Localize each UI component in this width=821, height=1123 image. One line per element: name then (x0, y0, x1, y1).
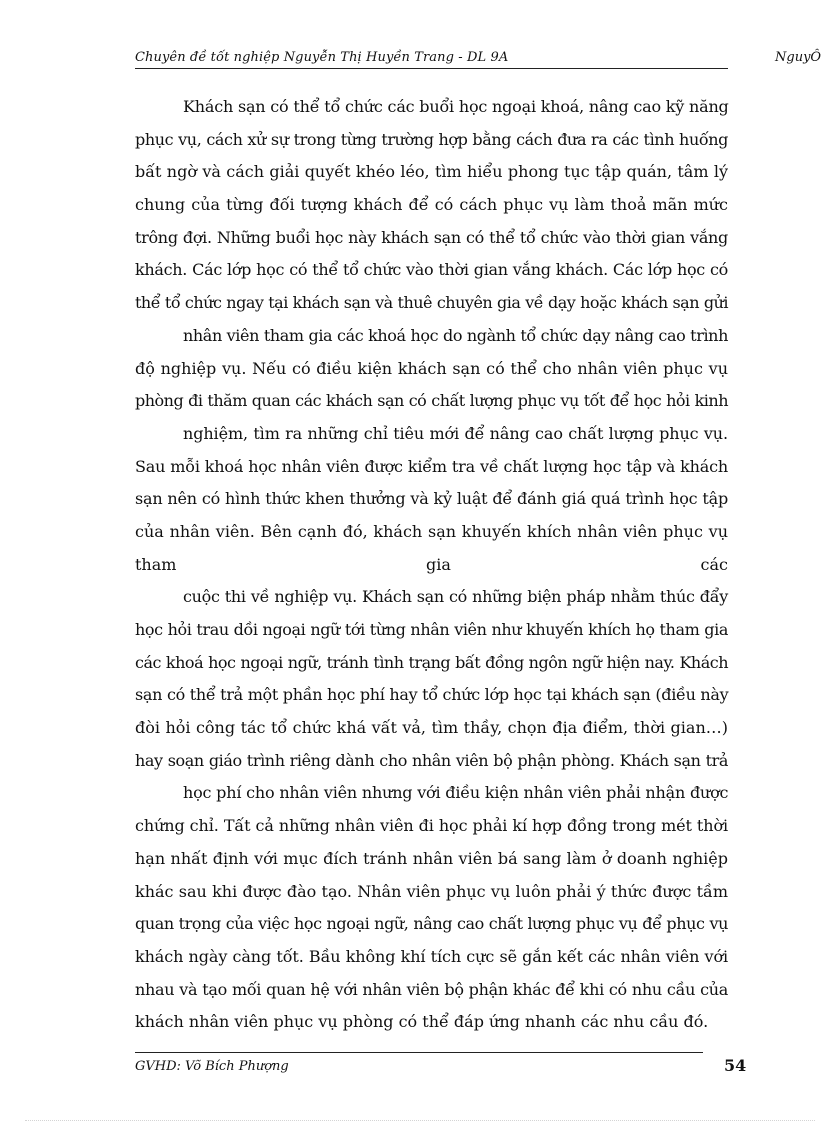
text-line: tham gia các (135, 554, 728, 574)
text-line: trông đợi. Những buổi học này khách sạn có thể tổ chức vào thời gian vắng (135, 227, 728, 247)
text-line: bất ngờ và cách giải quyết khéo léo, tìm hiểu phong tục tập quán, tâm lý (135, 162, 728, 182)
running-header-title: Chuyên đề tốt nghiệp Nguyễn Thị Huyền Trang - DL 9A (135, 50, 509, 65)
body-text (135, 91, 728, 1039)
text-line: chứng chỉ. Tất cả những nhân viên đi học phải kí hợp đồng trong mét thời (135, 816, 728, 836)
text-line: học hỏi trau dồi ngoại ngữ tới từng nhân viên như khuyến khích họ tham gia (135, 620, 728, 639)
running-header-right-fragment: NguyÔ (775, 50, 821, 65)
text-line: phục vụ, cách xử sự trong từng trường hợp bằng cách đưa ra các tình huống (135, 129, 728, 149)
text-line: đòi hỏi công tác tổ chức khá vất vả, tìm thầy, chọn địa điểm, thời gian…) (135, 718, 728, 738)
text-line: hay soạn giáo trình riêng dành cho nhân viên bộ phận phòng. Khách sạn trả (135, 750, 728, 770)
text-line: quan trọng của việc học ngoại ngữ, nâng cao chất lượng phục vụ để phục vụ (135, 914, 728, 934)
text-line: học phí cho nhân viên nhưng với điều kiện nhân viên phải nhận được (183, 783, 729, 803)
text-line: khách. Các lớp học có thể tổ chức vào thời gian vắng khách. Các lớp học có (135, 260, 728, 280)
page-edge-divider (25, 1120, 815, 1121)
text-line: Khách sạn có thể tổ chức các buổi học ngoại khoá, nâng cao kỹ năng (183, 97, 729, 116)
text-line: sạn nên có hình thức khen thưởng và kỷ luật để đánh giá quá trình học tập (135, 489, 728, 509)
text-line: sạn có thể trả một phần học phí hay tổ chức lớp học tại khách sạn (điều này (135, 685, 729, 705)
text-line: khách ngày càng tốt. Bầu không khí tích cực sẽ gắn kết các nhân viên với (135, 946, 728, 966)
text-line: các khoá học ngoại ngữ, tránh tình trạng bất đồng ngôn ngữ hiện nay. Khách (135, 652, 728, 672)
text-line: nhân viên tham gia các khoá học do ngành tổ chức dạy nâng cao trình (183, 325, 728, 345)
text-line: độ nghiệp vụ. Nếu có điều kiện khách sạn có thể cho nhân viên phục vụ (135, 358, 728, 378)
text-line: cuộc thi về nghiệp vụ. Khách sạn có những biện pháp nhằm thúc đẩy (183, 587, 728, 607)
header-divider (135, 68, 728, 69)
text-line: khác sau khi được đào tạo. Nhân viên phục vụ luôn phải ý thức được tầm (135, 881, 728, 901)
text-line: nghiệm, tìm ra những chỉ tiêu mới để nâng cao chất lượng phục vụ. (183, 423, 728, 443)
text-line: phòng đi thăm quan các khách sạn có chất lượng phục vụ tốt để học hỏi kinh (135, 391, 728, 411)
text-line: chung của từng đối tượng khách để có cách phục vụ làm thoả mãn mức (135, 195, 728, 215)
footer-supervisor: GVHD: Võ Bích Phượng (135, 1059, 289, 1074)
footer-divider (135, 1052, 703, 1053)
text-line: thể tổ chức ngay tại khách sạn và thuê chuyên gia về dạy hoặc khách sạn gửi (135, 293, 728, 313)
text-line: nhau và tạo mối quan hệ với nhân viên bộ phận khác để khi có nhu cầu của (135, 979, 728, 999)
page-number: 54 (724, 1056, 747, 1075)
text-line: khách nhân viên phục vụ phòng có thể đáp ứng nhanh các nhu cầu đó. (135, 1012, 709, 1032)
text-line: hạn nhất định với mục đích tránh nhân viên bá sang làm ở doanh nghiệp (135, 848, 728, 868)
text-line: Sau mỗi khoá học nhân viên được kiểm tra về chất lượng học tập và khách (135, 456, 728, 476)
text-line: của nhân viên. Bên cạnh đó, khách sạn khuyến khích nhân viên phục vụ (135, 521, 728, 541)
